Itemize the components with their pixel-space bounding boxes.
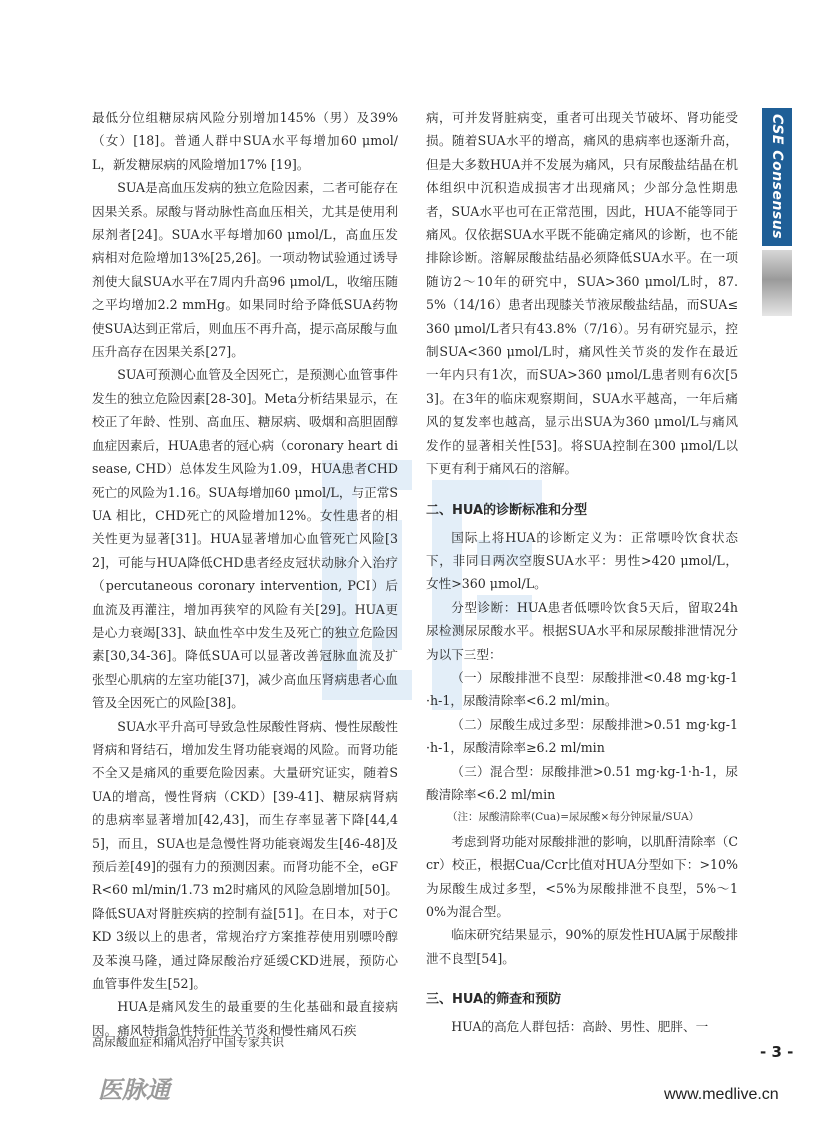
left-paragraph-4: SUA水平升高可导致急性尿酸性肾病、慢性尿酸性肾病和肾结石，增加发生肾功能衰竭的风险。而肾功能不全又是痛风的重要危险因素。大量研究证实，随着SUA的增高，慢性肾病（CKD）[39-41]、糖尿病肾病的患病率显著增加[42,43]，而生存率显著下降[44,45]，而且，SUA也是急慢性肾功能衰竭发生[46-48]及预后差[49]的强有力的预测因素。而肾功能不全，eGFR<60 ml/min/1.73 m2时痛风的风险急剧增加[50]。降低SUA对肾脏疾病的控制有益[51]。在日本，对于CKD 3级以上的患者，常规治疗方案推荐使用别嘌呤醇及苯溴马隆，通过降尿酸治疗延缓CKD进展，预防心血管事件发生[52]。 [92, 718, 398, 992]
footer-website-link[interactable]: www.medlive.cn [664, 1086, 779, 1103]
footer-document-title: 高尿酸血症和痛风治疗中国专家共识 [92, 1035, 285, 1049]
right-paragraph-6: HUA的高危人群包括：高龄、男性、肥胖、一 [451, 1019, 709, 1035]
type-item-2: （二）尿酸生成过多型：尿酸排泄>0.51 mg·kg-1·h-1，尿酸清除率≥6.2 ml/min [426, 716, 738, 756]
type-item-3: （三）混合型：尿酸排泄>0.51 mg·kg-1·h-1，尿酸清除率<6.2 ml/min [426, 763, 738, 802]
section-side-tab [762, 108, 792, 246]
section-heading-screening: 三、HUA的筛查和预防 [426, 992, 562, 1008]
left-paragraph-2: SUA是高血压发病的独立危险因素，二者可能存在因果关系。尿酸与肾动脉性高血压相关，尤其是使用利尿剂者[24]。SUA水平每增加60 μmol/L，高血压发病相对危险增加13%[25,26]。一项动物试验通过诱导剂使大鼠SUA水平在7周内升高96 μmol/L，收缩压随之平均增加2.2 mmHg。如果同时给予降低SUA药物使SUA达到正常后，则血压不再升高，提示高尿酸与血压升高存在因果关系[27]。 [92, 180, 398, 360]
side-decoration [762, 250, 792, 316]
left-paragraph-3: SUA可预测心血管及全因死亡，是预测心血管事件发生的独立危险因素[28-30]。Meta分析结果显示，在校正了年龄、性别、高血压、糖尿病、吸烟和高胆固醇血症因素后，HUA患者的冠心病（coronary heart disease, CHD）总体发生风险为1.09，HUA患者CHD死亡的风险为1.16。SUA每增加60 μmol/L，与正常SUA 相比，CHD死亡的风险增加12%。女性患者的相关性更为显著[31]。HUA显著增加心血管死亡风险[32]，可能与HUA降低CHD患者经皮冠状动脉介入治疗（percutaneous coronary intervention, PCI）后血流及再灌注，增加再狭窄的风险有关[29]。HUA更是心力衰竭[33]、缺血性卒中发生及死亡的独立危险因素[30,34-36]。降低SUA可以显著改善冠脉血流及扩张型心肌病的左室功能[37]，减少高血压肾病患者心血管及全因死亡的风险[38]。 [92, 367, 398, 711]
right-paragraph-3: 分型诊断：HUA患者低嘌呤饮食5天后，留取24h尿检测尿尿酸水平。根据SUA水平和尿尿酸排泄情况分为以下三型： [426, 599, 738, 662]
right-paragraph-5: 临床研究结果显示，90%的原发性HUA属于尿酸排泄不良型[54]。 [426, 927, 738, 966]
right-paragraph-1: 病，可并发肾脏病变，重者可出现关节破坏、肾功能受损。随着SUA水平的增高，痛风的患病率也逐渐升高，但是大多数HUA并不发展为痛风，只有尿酸盐结晶在机体组织中沉积造成损害才出现痛风；少部分急性期患者，SUA水平也可在正常范围，因此，HUA不能等同于痛风。仅依据SUA水平既不能确定痛风的诊断，也不能排除诊断。溶解尿酸盐结晶必须降低SUA水平。在一项随访2～10年的研究中，SUA>360 μmol/L时，87.5%（14/16）患者出现膝关节液尿酸盐结晶，而SUA≤360 μmol/L者只有43.8%（7/16）。另有研究显示，控制SUA<360 μmol/L时，痛风性关节炎的发作在最近一年内只有1次，而SUA>360 μmol/L患者则有6次[53]。在3年的临床观察期间，SUA水平越高，一年后痛风的复发率也越高，显示出SUA为360 μmol/L与痛风发作的显著相关性[53]。将SUA控制在300 μmol/L以下更有利于痛风石的溶解。 [426, 110, 738, 477]
medlive-logo [96, 1070, 206, 1110]
side-tab-label: CSE Consensus [769, 114, 785, 240]
left-text-column [92, 106, 398, 1042]
page-number: - 3 - [760, 1043, 794, 1061]
right-paragraph-4: 考虑到肾功能对尿酸排泄的影响，以肌酐清除率（Ccr）校正，根据Cua/Ccr比值对HUA分型如下：>10%为尿酸生成过多型，<5%为尿酸排泄不良型，5%～10%为混合型。 [426, 833, 738, 919]
left-paragraph-5: HUA是痛风发生的最重要的生化基础和最直接病因。痛风特指急性特征性关节炎和慢性痛风石疾 [92, 999, 398, 1038]
left-paragraph-1: 最低分位组糖尿病风险分别增加145%（男）及39%（女）[18]。普通人群中SUA水平每增加60 μmol/L，新发糖尿病的风险增加17% [19]。 [92, 110, 398, 172]
right-paragraph-2: 国际上将HUA的诊断定义为：正常嘌呤饮食状态下，非同日两次空腹SUA水平：男性>420 μmol/L，女性>360 μmol/L。 [426, 529, 738, 592]
type-item-1: （一）尿酸排泄不良型：尿酸排泄<0.48 mg·kg-1·h-1，尿酸清除率<6.2 ml/min。 [426, 669, 738, 709]
right-text-column [426, 106, 738, 1039]
logo-text: 医脉通 [98, 1076, 170, 1104]
formula-note: （注：尿酸清除率(Cua)=尿尿酸×每分钟尿量/SUA） [447, 811, 700, 824]
section-heading-diagnosis: 二、HUA的诊断标准和分型 [426, 502, 588, 518]
